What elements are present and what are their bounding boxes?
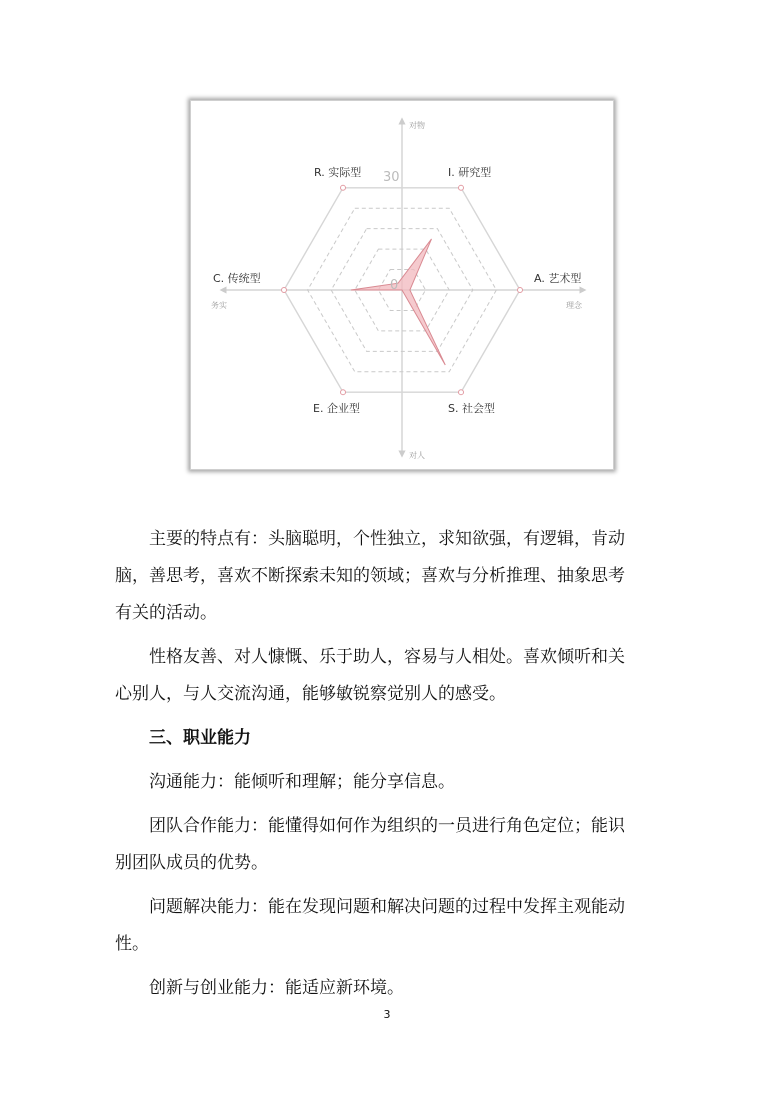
paragraph-line: 问题解决能力：能在发现问题和解决问题的过程中发挥主观能动 (149, 897, 625, 917)
axis-label-left: 务实 (211, 301, 227, 310)
paragraph-line: 主要的特点有：头脑聪明，个性独立，求知欲强，有逻辑，肯动 (149, 529, 625, 549)
ability-innovation (115, 970, 660, 1007)
type-label-investigative: I. 研究型 (448, 166, 492, 179)
axis-label-bottom: 对人 (409, 451, 425, 460)
axis-label-top: 对物 (409, 121, 425, 130)
axis-label-right: 理念 (566, 301, 582, 310)
type-label-social: S. 社会型 (448, 402, 495, 415)
tick-label-min: 0 (390, 278, 399, 293)
radar-vertex-dot (459, 185, 464, 190)
ability-teamwork (115, 808, 660, 882)
radar-vertex-dot (518, 288, 523, 293)
body-text (115, 521, 660, 1007)
paragraph-line: 团队合作能力：能懂得如何作为组织的一员进行角色定位；能识 (149, 816, 625, 836)
paragraph-line: 有关的活动。 (115, 603, 217, 623)
section-heading: 三、职业能力 (149, 728, 251, 748)
paragraph-line: 脑，善思考，喜欢不断探索未知的领域；喜欢与分析推理、抽象思考 (115, 566, 625, 586)
personality-paragraph (115, 639, 660, 713)
type-label-realistic: R. 实际型 (314, 166, 362, 179)
type-label-enterprising: E. 企业型 (313, 402, 360, 415)
radar-vertex-dot (341, 185, 346, 190)
paragraph-line: 性格友善、对人慷慨、乐于助人，容易与人相处。喜欢倾听和关 (149, 647, 625, 667)
type-label-conventional: C. 传统型 (213, 272, 261, 285)
radar-chart (191, 101, 613, 469)
paragraph-line: 沟通能力：能倾听和理解；能分享信息。 (149, 772, 455, 792)
ability-problem-solving (115, 889, 660, 963)
radar-vertex-dot (459, 390, 464, 395)
characteristics-paragraph (115, 521, 660, 632)
radar-vertex-dot (341, 390, 346, 395)
paragraph-line: 别团队成员的优势。 (115, 853, 268, 873)
holland-radar-figure (190, 100, 614, 470)
paragraph-line: 创新与创业能力：能适应新环境。 (149, 978, 404, 998)
type-label-artistic: A. 艺术型 (534, 272, 582, 285)
paragraph-line: 心别人，与人交流沟通，能够敏锐察觉别人的感受。 (115, 684, 506, 704)
page-number: 3 (383, 1008, 391, 1021)
radar-vertex-dot (282, 288, 287, 293)
tick-label-max: 30 (383, 170, 400, 185)
paragraph-line: 性。 (115, 934, 149, 954)
ability-communication (115, 764, 660, 801)
